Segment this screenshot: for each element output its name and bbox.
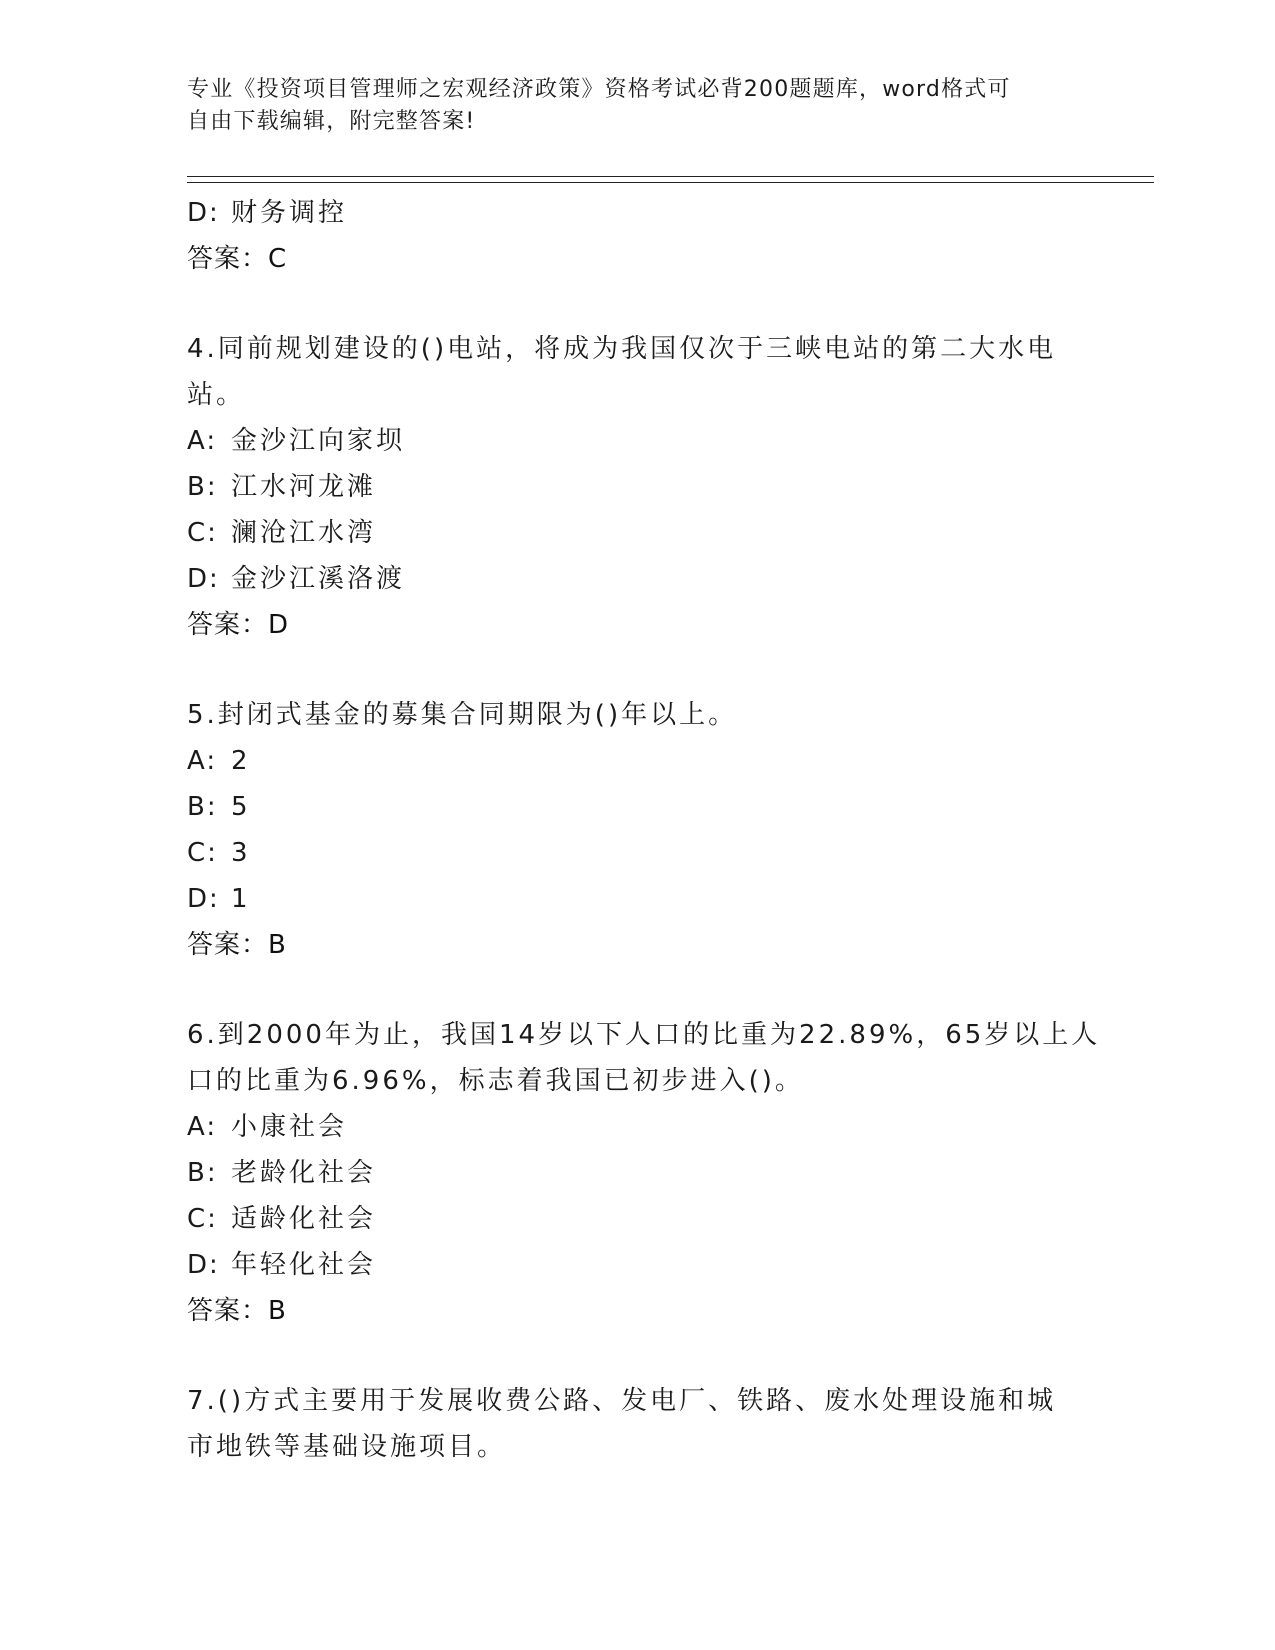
option-text: 江水河龙滩 — [231, 472, 377, 502]
option-text: 1 — [231, 884, 251, 914]
answer-line: 答案：D — [187, 610, 290, 640]
page-header — [187, 74, 1067, 138]
question-stem: 6.到2000年为止，我国14岁以下人口的比重为22.89%，65岁以上人 — [187, 1020, 1101, 1050]
option-b — [187, 1150, 1087, 1196]
option-text: 适龄化社会 — [231, 1204, 377, 1234]
option-text: 金沙江溪洛渡 — [231, 564, 406, 594]
option-c — [187, 1196, 1087, 1242]
option-b — [187, 784, 1087, 830]
option-label: D: — [187, 564, 220, 594]
question-stem: 4.同前规划建设的()电站，将成为我国仅次于三峡电站的第二大水电 — [187, 334, 1057, 364]
option-d — [187, 876, 1087, 922]
option-label: C: — [187, 518, 218, 548]
option-label: A: — [187, 426, 218, 456]
option-text: 财务调控 — [231, 198, 348, 228]
header-divider-thick — [187, 176, 1154, 177]
question-7 — [187, 1378, 1087, 1470]
option-text: 5 — [231, 792, 251, 822]
header-divider-thin — [187, 182, 1154, 183]
option-text: 老龄化社会 — [231, 1158, 377, 1188]
option-label: D: — [187, 884, 220, 914]
option-text: 金沙江向家坝 — [231, 426, 406, 456]
option-label: A: — [187, 746, 218, 776]
option-c — [187, 830, 1087, 876]
answer-line: 答案：B — [187, 1296, 287, 1326]
option-d — [187, 1242, 1087, 1288]
option-text: 年轻化社会 — [231, 1250, 377, 1280]
option-label: C: — [187, 838, 218, 868]
question-stem: 5.封闭式基金的募集合同期限为()年以上。 — [187, 700, 738, 730]
option-text: 2 — [231, 746, 251, 776]
option-b — [187, 464, 1087, 510]
option-d — [187, 556, 1087, 602]
option-a — [187, 418, 1087, 464]
option-c — [187, 510, 1087, 556]
option-label: B: — [187, 792, 218, 822]
option-label: D: — [187, 1250, 220, 1280]
option-text: 澜沧江水湾 — [231, 518, 377, 548]
question-4 — [187, 326, 1087, 648]
option-a — [187, 738, 1087, 784]
answer-line: 答案：B — [187, 930, 287, 960]
option-a — [187, 1104, 1087, 1150]
option-d — [187, 190, 1087, 236]
question-list — [187, 190, 1101, 1470]
option-label: A: — [187, 1112, 218, 1142]
question-stem-continued: 站。 — [187, 380, 246, 410]
question-stem-continued: 口的比重为6.96%，标志着我国已初步进入()。 — [187, 1066, 804, 1096]
answer-line: 答案：C — [187, 244, 288, 274]
option-label: C: — [187, 1204, 218, 1234]
option-label: D: — [187, 198, 220, 228]
option-text: 3 — [231, 838, 251, 868]
question-stem: 7.()方式主要用于发展收费公路、发电厂、铁路、废水处理设施和城 — [187, 1386, 1057, 1416]
option-label: B: — [187, 472, 218, 502]
header-title-line-2: 自由下载编辑，附完整答案! — [187, 109, 476, 134]
option-text: 小康社会 — [231, 1112, 348, 1142]
option-label: B: — [187, 1158, 218, 1188]
question-stem-continued: 市地铁等基础设施项目。 — [187, 1432, 507, 1462]
question-5 — [187, 692, 1087, 968]
header-title-line-1: 专业《投资项目管理师之宏观经济政策》资格考试必背200题题库，word格式可 — [187, 77, 1011, 102]
question-6 — [187, 1012, 1101, 1334]
